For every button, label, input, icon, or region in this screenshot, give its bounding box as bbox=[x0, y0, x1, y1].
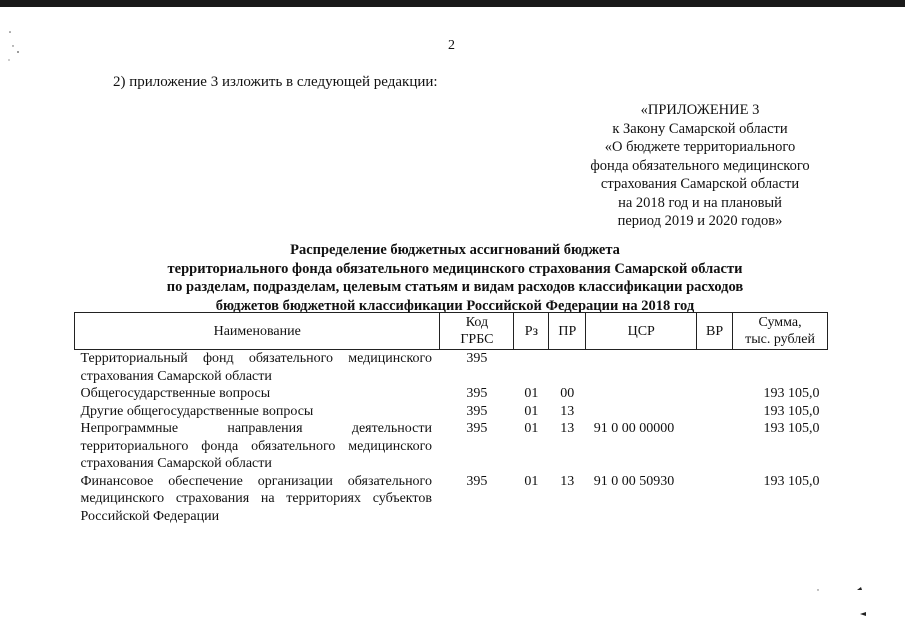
table-row bbox=[75, 420, 828, 473]
appendix-line: период 2019 и 2020 годов» bbox=[617, 213, 783, 229]
row-sum bbox=[733, 350, 828, 386]
row-pr: 00 bbox=[560, 386, 575, 401]
header-sum-line2: тыс. рублей bbox=[745, 332, 815, 347]
appendix-line: на 2018 год и на плановый bbox=[618, 194, 782, 211]
row-name: Непрограммные направления деятельности территориального фонда обязательного медицинского страхования Самарской области bbox=[80, 421, 432, 471]
row-name: Территориальный фонд обязательного медицинского страхования Самарской области bbox=[80, 351, 432, 384]
row-name: Финансовое обеспечение организации обязательного медицинского страхования на территориях субъектов Российской Федерации bbox=[80, 473, 432, 524]
row-grbs: 395 bbox=[466, 403, 488, 419]
appendix-header bbox=[580, 101, 820, 231]
table-header-row bbox=[75, 313, 828, 350]
row-sum: 193 105,0 bbox=[763, 421, 820, 436]
header-sum-line1: Сумма, bbox=[758, 315, 802, 330]
appendix-line: к Закону Самарской области bbox=[612, 120, 788, 137]
appendix-line: фонда обязательного медицинского bbox=[590, 157, 810, 174]
row-csr: 91 0 00 50930 bbox=[593, 473, 675, 489]
row-pr bbox=[549, 350, 586, 386]
intro-line: 2) приложение 3 изложить в следующей редакции: bbox=[113, 74, 438, 90]
header-rz: Рз bbox=[514, 313, 549, 350]
row-csr bbox=[586, 403, 697, 421]
row-vr bbox=[697, 403, 733, 421]
row-vr bbox=[697, 473, 733, 526]
row-name: Общегосударственные вопросы bbox=[80, 386, 271, 401]
header-grbs-line2: ГРБС bbox=[460, 332, 494, 347]
document-title bbox=[110, 241, 800, 315]
row-grbs: 395 bbox=[466, 386, 488, 401]
header-grbs bbox=[440, 313, 514, 350]
row-rz: 01 bbox=[524, 473, 539, 489]
table-row bbox=[75, 385, 828, 403]
row-grbs: 395 bbox=[466, 351, 488, 366]
title-line: Распределение бюджетных ассигнований бюджета bbox=[290, 242, 620, 258]
header-name: Наименование bbox=[75, 313, 440, 350]
row-rz bbox=[514, 350, 549, 386]
appendix-line: «ПРИЛОЖЕНИЕ 3 bbox=[640, 102, 760, 118]
row-csr: 91 0 00 00000 bbox=[593, 421, 675, 436]
row-pr: 13 bbox=[560, 403, 575, 419]
header-grbs-line1: Код bbox=[465, 315, 489, 330]
row-vr bbox=[697, 350, 733, 386]
appendix-line: «О бюджете территориального bbox=[604, 139, 796, 155]
header-vr: ВР bbox=[697, 313, 733, 350]
page-number: 2 bbox=[448, 38, 455, 53]
header-pr: ПР bbox=[549, 313, 586, 350]
row-pr: 13 bbox=[560, 473, 575, 489]
title-line: территориального фонда обязательного медицинского страхования Самарской области bbox=[167, 260, 743, 277]
row-pr: 13 bbox=[560, 421, 575, 436]
row-sum: 193 105,0 bbox=[763, 403, 820, 419]
header-sum bbox=[733, 313, 828, 350]
row-csr bbox=[586, 385, 697, 403]
row-vr bbox=[697, 385, 733, 403]
row-rz: 01 bbox=[524, 403, 539, 419]
table-row bbox=[75, 350, 828, 386]
row-vr bbox=[697, 420, 733, 473]
row-rz: 01 bbox=[524, 421, 539, 436]
header-csr: ЦСР bbox=[586, 313, 697, 350]
title-line: по разделам, подразделам, целевым статьям и видам расходов классификации расходов bbox=[166, 279, 744, 295]
row-grbs: 395 bbox=[466, 421, 488, 436]
row-sum: 193 105,0 bbox=[763, 473, 820, 489]
table-row bbox=[75, 403, 828, 421]
title-line: бюджетов бюджетной классификации Российской Федерации на 2018 год bbox=[215, 297, 695, 314]
row-name: Другие общегосударственные вопросы bbox=[80, 403, 314, 419]
row-grbs: 395 bbox=[466, 473, 488, 489]
table-row bbox=[75, 473, 828, 526]
row-csr bbox=[586, 350, 697, 386]
row-rz: 01 bbox=[524, 386, 539, 401]
budget-table bbox=[74, 312, 828, 525]
row-sum: 193 105,0 bbox=[763, 386, 820, 401]
appendix-line: страхования Самарской области bbox=[600, 176, 800, 192]
